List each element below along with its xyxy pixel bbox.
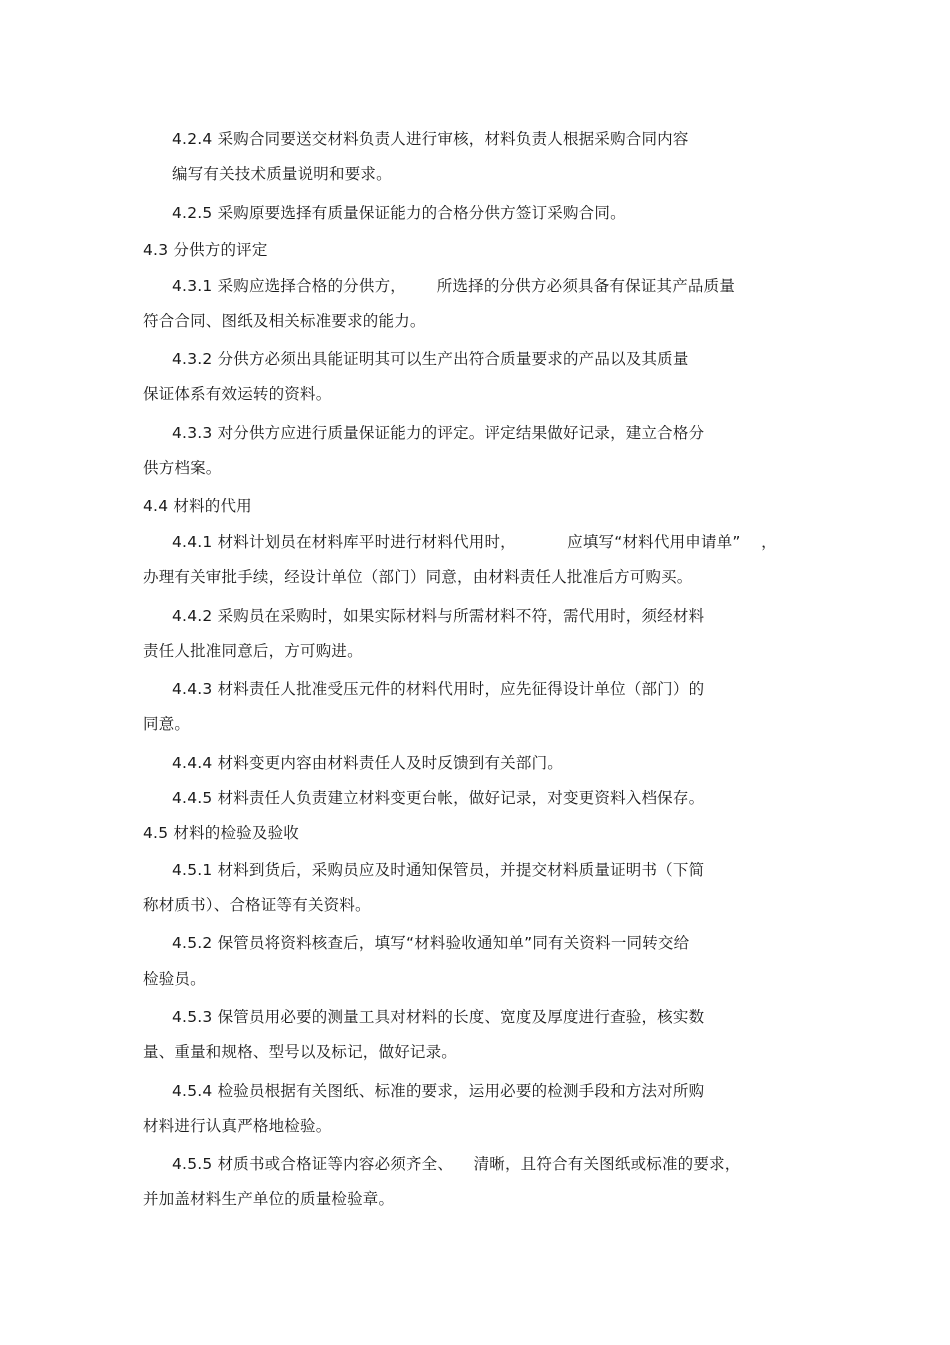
text-line: 4.2.4 采购合同要送交材料负责人进行审核，材料负责人根据采购合同内容 bbox=[172, 130, 689, 148]
text-line: 4.5.4 检验员根据有关图纸、标准的要求，运用必要的检测手段和方法对所购 bbox=[172, 1082, 705, 1100]
text-line: 4.3.3 对分供方应进行质量保证能力的评定。评定结果做好记录，建立合格分 bbox=[172, 424, 705, 442]
text-line: 4.3.1 采购应选择合格的分供方， 所选择的分供方必须具备有保证其产品质量 bbox=[172, 277, 736, 295]
text-line: 4.5.2 保管员将资料核查后，填写“材料验收通知单”同有关资料一同转交给 bbox=[172, 934, 690, 952]
text-line: 同意。 bbox=[143, 715, 191, 733]
text-line: 材料进行认真严格地检验。 bbox=[143, 1117, 332, 1135]
text-line: 4.5.1 材料到货后，采购员应及时通知保管员，并提交材料质量证明书（下简 bbox=[172, 861, 705, 879]
text-line: 4.4.1 材料计划员在材料库平时进行材料代用时， 应填写“材料代用申请单” ， bbox=[172, 533, 777, 551]
text-line: 4.2.5 采购原要选择有质量保证能力的合格分供方签订采购合同。 bbox=[172, 204, 626, 222]
section-heading: 4.5 材料的检验及验收 bbox=[143, 824, 299, 842]
text-line: 4.4.4 材料变更内容由材料责任人及时反馈到有关部门。 bbox=[172, 754, 563, 772]
text-line: 保证体系有效运转的资料。 bbox=[143, 385, 332, 403]
text-line: 4.5.5 材质书或合格证等内容必须齐全、 清晰，且符合有关图纸或标准的要求， bbox=[172, 1155, 741, 1173]
text-line: 办理有关审批手续，经设计单位（部门）同意，由材料责任人批准后方可购买。 bbox=[143, 568, 693, 586]
section-heading: 4.4 材料的代用 bbox=[143, 497, 252, 515]
text-line: 4.4.2 采购员在采购时，如果实际材料与所需材料不符，需代用时，须经材料 bbox=[172, 607, 705, 625]
text-line: 4.4.3 材料责任人批准受压元件的材料代用时，应先征得设计单位（部门）的 bbox=[172, 680, 705, 698]
text-line: 4.5.3 保管员用必要的测量工具对材料的长度、宽度及厚度进行查验，核实数 bbox=[172, 1008, 705, 1026]
text-line: 检验员。 bbox=[143, 970, 206, 988]
text-line: 责任人批准同意后，方可购进。 bbox=[143, 642, 363, 660]
text-line: 编写有关技术质量说明和要求。 bbox=[172, 165, 392, 183]
section-heading: 4.3 分供方的评定 bbox=[143, 241, 268, 259]
text-line: 供方档案。 bbox=[143, 459, 222, 477]
text-line: 符合合同、图纸及相关标准要求的能力。 bbox=[143, 312, 426, 330]
text-line: 并加盖材料生产单位的质量检验章。 bbox=[143, 1190, 395, 1208]
text-line: 称材质书）、合格证等有关资料。 bbox=[143, 896, 371, 914]
text-line: 4.4.5 材料责任人负责建立材料变更台帐，做好记录，对变更资料入档保存。 bbox=[172, 789, 705, 807]
text-line: 量、重量和规格、型号以及标记，做好记录。 bbox=[143, 1043, 458, 1061]
text-line: 4.3.2 分供方必须出具能证明其可以生产出符合质量要求的产品以及其质量 bbox=[172, 350, 689, 368]
